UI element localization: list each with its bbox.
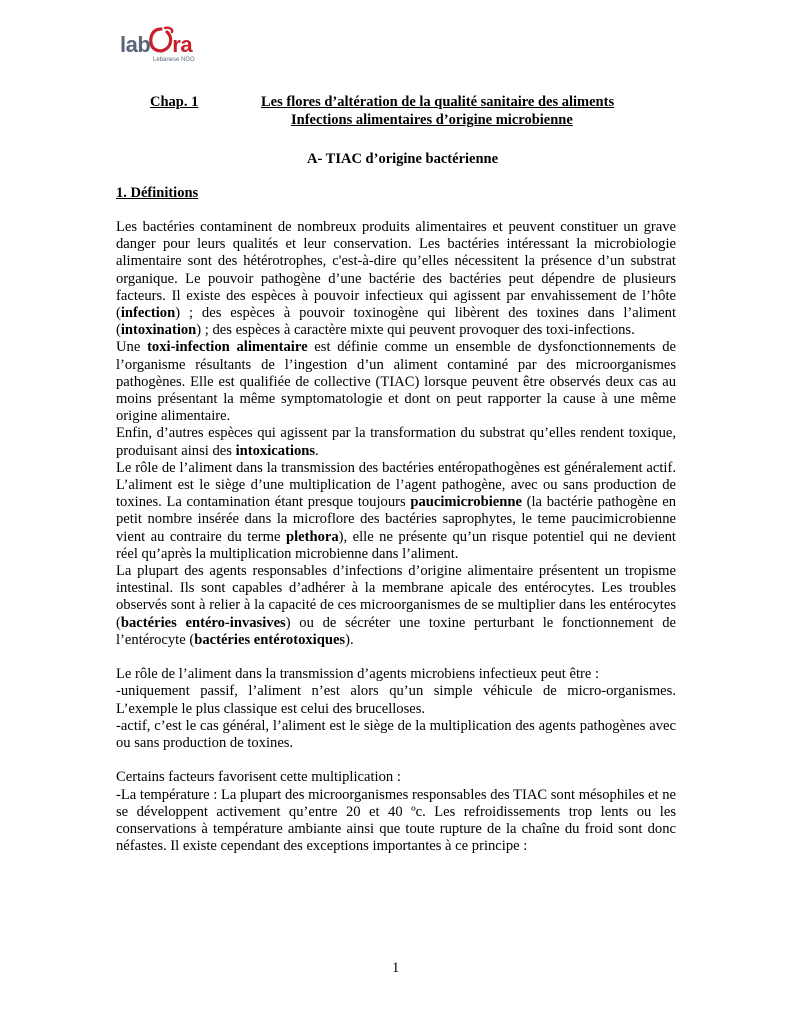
paragraph-10: -La température : La plupart des microorganismes responsables des TIAC sont mésophiles et ne se développent activement qu’entre 20 et 40 ºc. Les refroidissements trop lents ou les conservations à température ambiante ainsi que toute rupture de la chaîne du froid sont donc néfastes. Il existe cependant des exceptions importantes à ce principe : [116,786,676,855]
chapter-label: Chap. 1 [150,94,199,110]
paragraph-1: Les bactéries contaminent de nombreux produits alimentaires et peuvent constituer un grave danger pour leurs qualités et leur conservation. Les bactéries intéressant la microbiologie alimentaire sont des hétérotrophes, c'est-à-dire qu’elles nécessitent la présence d’un substrat organique. Le pouvoir pathogène d’une bactérie des bactéries peut dépendre de plusieurs facteurs. Il existe des espèces à pouvoir infectieux qui agissent par envahissement de l’hôte (infection) ; des espèces à pouvoir toxinogène qui libèrent des toxines dans l’aliment (intoxination) ; des espèces à caractère mixte qui peuvent provoquer des toxi-infections. [116,219,676,339]
paragraph-5: La plupart des agents responsables d’infections d’origine alimentaire présentent un tropisme intestinal. Ils sont capables d’adhérer à la membrane apicale des entérocytes. Les troubles observés sont à relier à la capacité de ces microorganismes de se multiplier dans les entérocytes (bactéries entéro-invasives) ou de sécréter une toxine perturbant le fonctionnement de l’entérocyte (bactéries entérotoxiques). [116,563,676,648]
paragraph-4: Le rôle de l’aliment dans la transmission des bactéries entéropathogènes est généralement actif. L’aliment est le siège d’une multiplication de l’agent pathogène, avec ou sans production de toxines. La contamination étant presque toujours paucimicrobienne (la bactérie pathogène en petit nombre insérée dans la microflore des bactéries saprophytes, le teme paucimicrobienne vient au contraire du terme plethora), elle ne présente qu’un risque potentiel qui ne devient réel qu’après la multiplication microbienne dans l’aliment. [116,459,676,562]
paragraph-9: Certains facteurs favorisent cette multiplication : [116,769,401,786]
paragraph-2: Une toxi-infection alimentaire est définie comme un ensemble de dysfonctionnements de l’organisme résultants de l’ingestion d’un aliment contaminé par des microorganismes pathogènes. Elle est qualifiée de collective (TIAC) lorsque peuvent être observés deux cas au moins présentant la même symptomatologie et dont on peut rapporter la cause à une même origine alimentaire. [116,339,677,425]
chapter-title-line1: Les flores d’altération de la qualité sanitaire des aliments [261,94,615,110]
labora-logo [120,26,210,72]
paragraph-7: -uniquement passif, l’aliment n’est alors qu’un simple véhicule de micro-organismes. L’exemple le plus classique est celui des brucelloses. [116,683,676,717]
paragraph-8: -actif, c’est le cas général, l’aliment est le siège de la multiplication des agents pathogènes avec ou sans production de toxines. [116,717,676,752]
logo-wordmark: lab ra [120,32,193,57]
page-number: 1 [392,960,400,976]
logo-subtitle: Lebanese NGO [153,57,195,63]
chapter-title-line2: Infections alimentaires d’origine microbienne [291,112,573,128]
paragraph-6: Le rôle de l’aliment dans la transmission d’agents microbiens infectieux peut être : [116,666,600,683]
subsection-heading: 1. Définitions [116,185,199,201]
paragraph-3: Enfin, d’autres espèces qui agissent par la transformation du substrat qu’elles rendent toxique, produisant ainsi des intoxications. [116,425,676,459]
section-heading: A- TIAC d’origine bactérienne [307,151,499,167]
document-body [116,219,676,855]
